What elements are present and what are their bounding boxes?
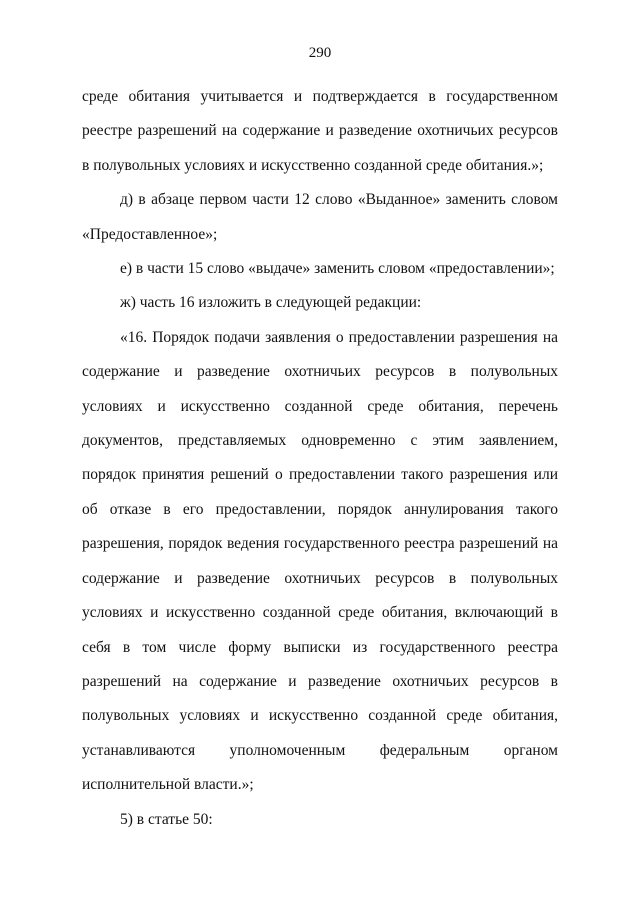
paragraph-part-16: «16. Порядок подачи заявления о предоставлении разрешения на содержание и разведение охотничьих ресурсов в полувольных условиях и искусственно созданной среде обитания, перечень документов, представляемых одновременно с этим заявлением, порядок принятия решений о предоставлении такого разрешения или об отказе в его предоставлении, порядок аннулирования такого разрешения, порядок ведения государственного реестра разрешений на содержание и разведение охотничьих ресурсов в полувольных условиях и искусственно созданной среде обитания, включающий в себя в том числе форму выписки из государственного реестра разрешений на содержание и разведение охотничьих ресурсов в полувольных условиях и искусственно созданной среде обитания, устанавливаются уполномоченным федеральным органом исполнительной власти.»; (82, 328, 558, 794)
paragraph-continuation: среде обитания учитывается и подтверждается в государственном реестре разрешений на содержание и разведение охотничьих ресурсов в полувольных условиях и искусственно созданной среде обитания.»; (82, 88, 558, 174)
paragraph-item-e: е) в части 15 слово «выдаче» заменить словом «предоставлении»; (120, 260, 555, 278)
paragraph-item-zh: ж) часть 16 изложить в следующей редакции: (120, 294, 422, 312)
paragraph-item-d: д) в абзаце первом части 12 слово «Выданное» заменить словом «Предоставленное»; (82, 191, 558, 243)
paragraph-item-5: 5) в статье 50: (120, 810, 213, 828)
document-body (82, 80, 558, 837)
page-number: 290 (308, 45, 332, 61)
